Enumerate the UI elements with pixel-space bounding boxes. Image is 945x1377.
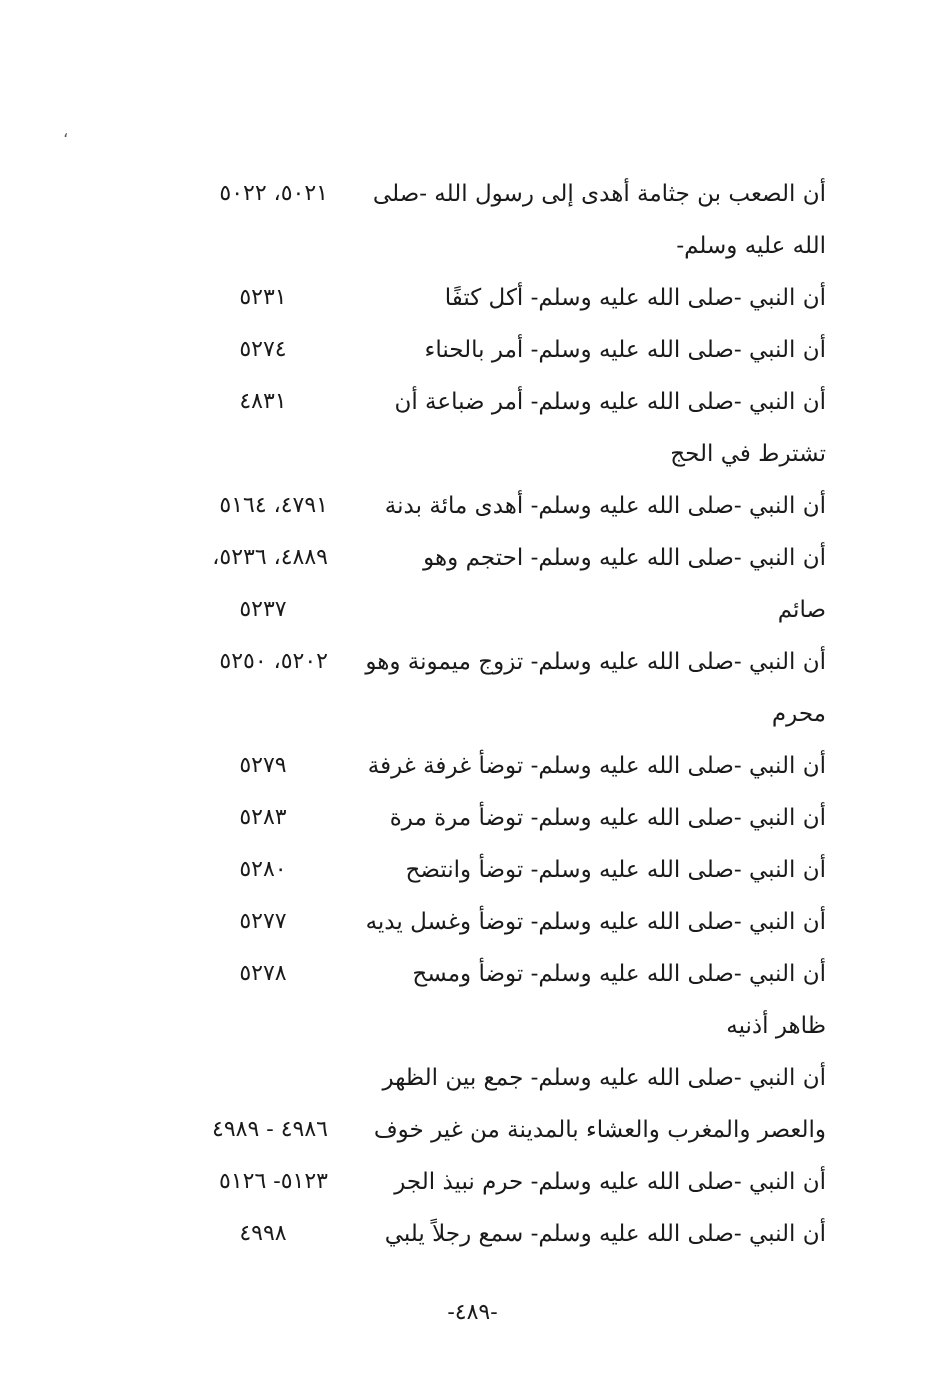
index-row bbox=[150, 844, 830, 896]
index-row bbox=[150, 636, 830, 688]
hadith-numbers: ٤٩٨٦ - ٤٩٨٩ bbox=[212, 1117, 328, 1142]
index-row bbox=[150, 324, 830, 376]
hadith-text: الله عليه وسلم- bbox=[676, 233, 826, 259]
hadith-numbers bbox=[158, 1052, 328, 1104]
hadith-numbers: ٥٢٨٠ bbox=[239, 857, 287, 882]
hadith-text: محرم bbox=[771, 701, 826, 727]
index-row bbox=[150, 480, 830, 532]
hadith-text: أن النبي -صلى الله عليه وسلم- أمر بالحناء bbox=[424, 337, 826, 363]
index-row bbox=[150, 220, 830, 272]
hadith-numbers: ٤٨٣١ bbox=[239, 389, 287, 414]
index-row bbox=[150, 948, 830, 1000]
hadith-numbers: ٥٢٧٤ bbox=[239, 337, 287, 362]
hadith-numbers: ٤٩٩٨ bbox=[239, 1221, 287, 1246]
index-row bbox=[150, 688, 830, 740]
index-row bbox=[150, 376, 830, 428]
hadith-text: أن النبي -صلى الله عليه وسلم- تزوج ميمونة وهو bbox=[365, 649, 826, 675]
page-number: -٤٨٩- bbox=[447, 1300, 498, 1325]
hadith-text: تشترط في الحج bbox=[670, 441, 826, 467]
index-row bbox=[150, 428, 830, 480]
index-row bbox=[150, 584, 830, 636]
index-row bbox=[150, 1000, 830, 1052]
hadith-numbers: ٥٢٣٧ bbox=[239, 597, 287, 622]
hadith-text: أن النبي -صلى الله عليه وسلم- أهدى مائة بدنة bbox=[384, 493, 826, 519]
hadith-numbers bbox=[158, 688, 328, 740]
index-row bbox=[150, 272, 830, 324]
hadith-numbers bbox=[158, 428, 328, 480]
hadith-numbers: ٥٢٨٣ bbox=[239, 805, 287, 830]
hadith-numbers: ٥٠٢١، ٥٠٢٢ bbox=[219, 181, 328, 206]
hadith-text: أن النبي -صلى الله عليه وسلم- احتجم وهو bbox=[423, 545, 826, 571]
index-row bbox=[150, 896, 830, 948]
hadith-text: أن الصعب بن جثامة أهدى إلى رسول الله -صلى bbox=[372, 181, 826, 207]
index-row bbox=[150, 168, 830, 220]
hadith-text: أن النبي -صلى الله عليه وسلم- توضأ غرفة غرفة bbox=[367, 753, 826, 779]
hadith-text: أن النبي -صلى الله عليه وسلم- توضأ وانتضح bbox=[405, 857, 826, 883]
hadith-text: والعصر والمغرب والعشاء بالمدينة من غير خوف bbox=[373, 1117, 826, 1143]
hadith-numbers: ٥٢٧٨ bbox=[239, 961, 287, 986]
hadith-text: أن النبي -صلى الله عليه وسلم- توضأ مرة مرة bbox=[389, 805, 826, 831]
index-row bbox=[150, 1156, 830, 1208]
hadith-numbers: ٥٢٧٧ bbox=[239, 909, 287, 934]
index-row bbox=[150, 740, 830, 792]
index-row bbox=[150, 1208, 830, 1260]
hadith-index-list bbox=[150, 168, 830, 1260]
hadith-text: أن النبي -صلى الله عليه وسلم- جمع بين الظهر bbox=[382, 1065, 826, 1091]
hadith-text: أن النبي -صلى الله عليه وسلم- سمع رجلاً يلبي bbox=[384, 1221, 826, 1247]
hadith-text: صائم bbox=[777, 597, 826, 623]
hadith-numbers: ٤٨٨٩، ٥٢٣٦، bbox=[212, 545, 328, 570]
hadith-text: أن النبي -صلى الله عليه وسلم- توضأ ومسح bbox=[412, 961, 826, 987]
hadith-numbers: ٥٢٧٩ bbox=[239, 753, 287, 778]
hadith-numbers bbox=[158, 1000, 328, 1052]
hadith-numbers bbox=[158, 220, 328, 272]
hadith-numbers: ٥٢٠٢، ٥٢٥٠ bbox=[219, 649, 328, 674]
hadith-text: أن النبي -صلى الله عليه وسلم- أمر ضباعة أن bbox=[394, 389, 826, 415]
hadith-text: أن النبي -صلى الله عليه وسلم- توضأ وغسل يديه bbox=[365, 909, 826, 935]
hadith-text: أن النبي -صلى الله عليه وسلم- أكل كتفًا bbox=[444, 285, 826, 311]
hadith-numbers: ٤٧٩١، ٥١٦٤ bbox=[219, 493, 328, 518]
hadith-text: أن النبي -صلى الله عليه وسلم- حرم نبيذ الجر bbox=[394, 1169, 826, 1195]
index-row bbox=[150, 1104, 830, 1156]
hadith-numbers: ٥٢٣١ bbox=[239, 285, 287, 310]
hadith-text: ظاهر أذنيه bbox=[726, 1013, 826, 1039]
index-row bbox=[150, 1052, 830, 1104]
index-row bbox=[150, 792, 830, 844]
hadith-numbers: ٥١٢٣- ٥١٢٦ bbox=[219, 1169, 328, 1194]
stray-mark: ، bbox=[63, 122, 69, 141]
index-row bbox=[150, 532, 830, 584]
